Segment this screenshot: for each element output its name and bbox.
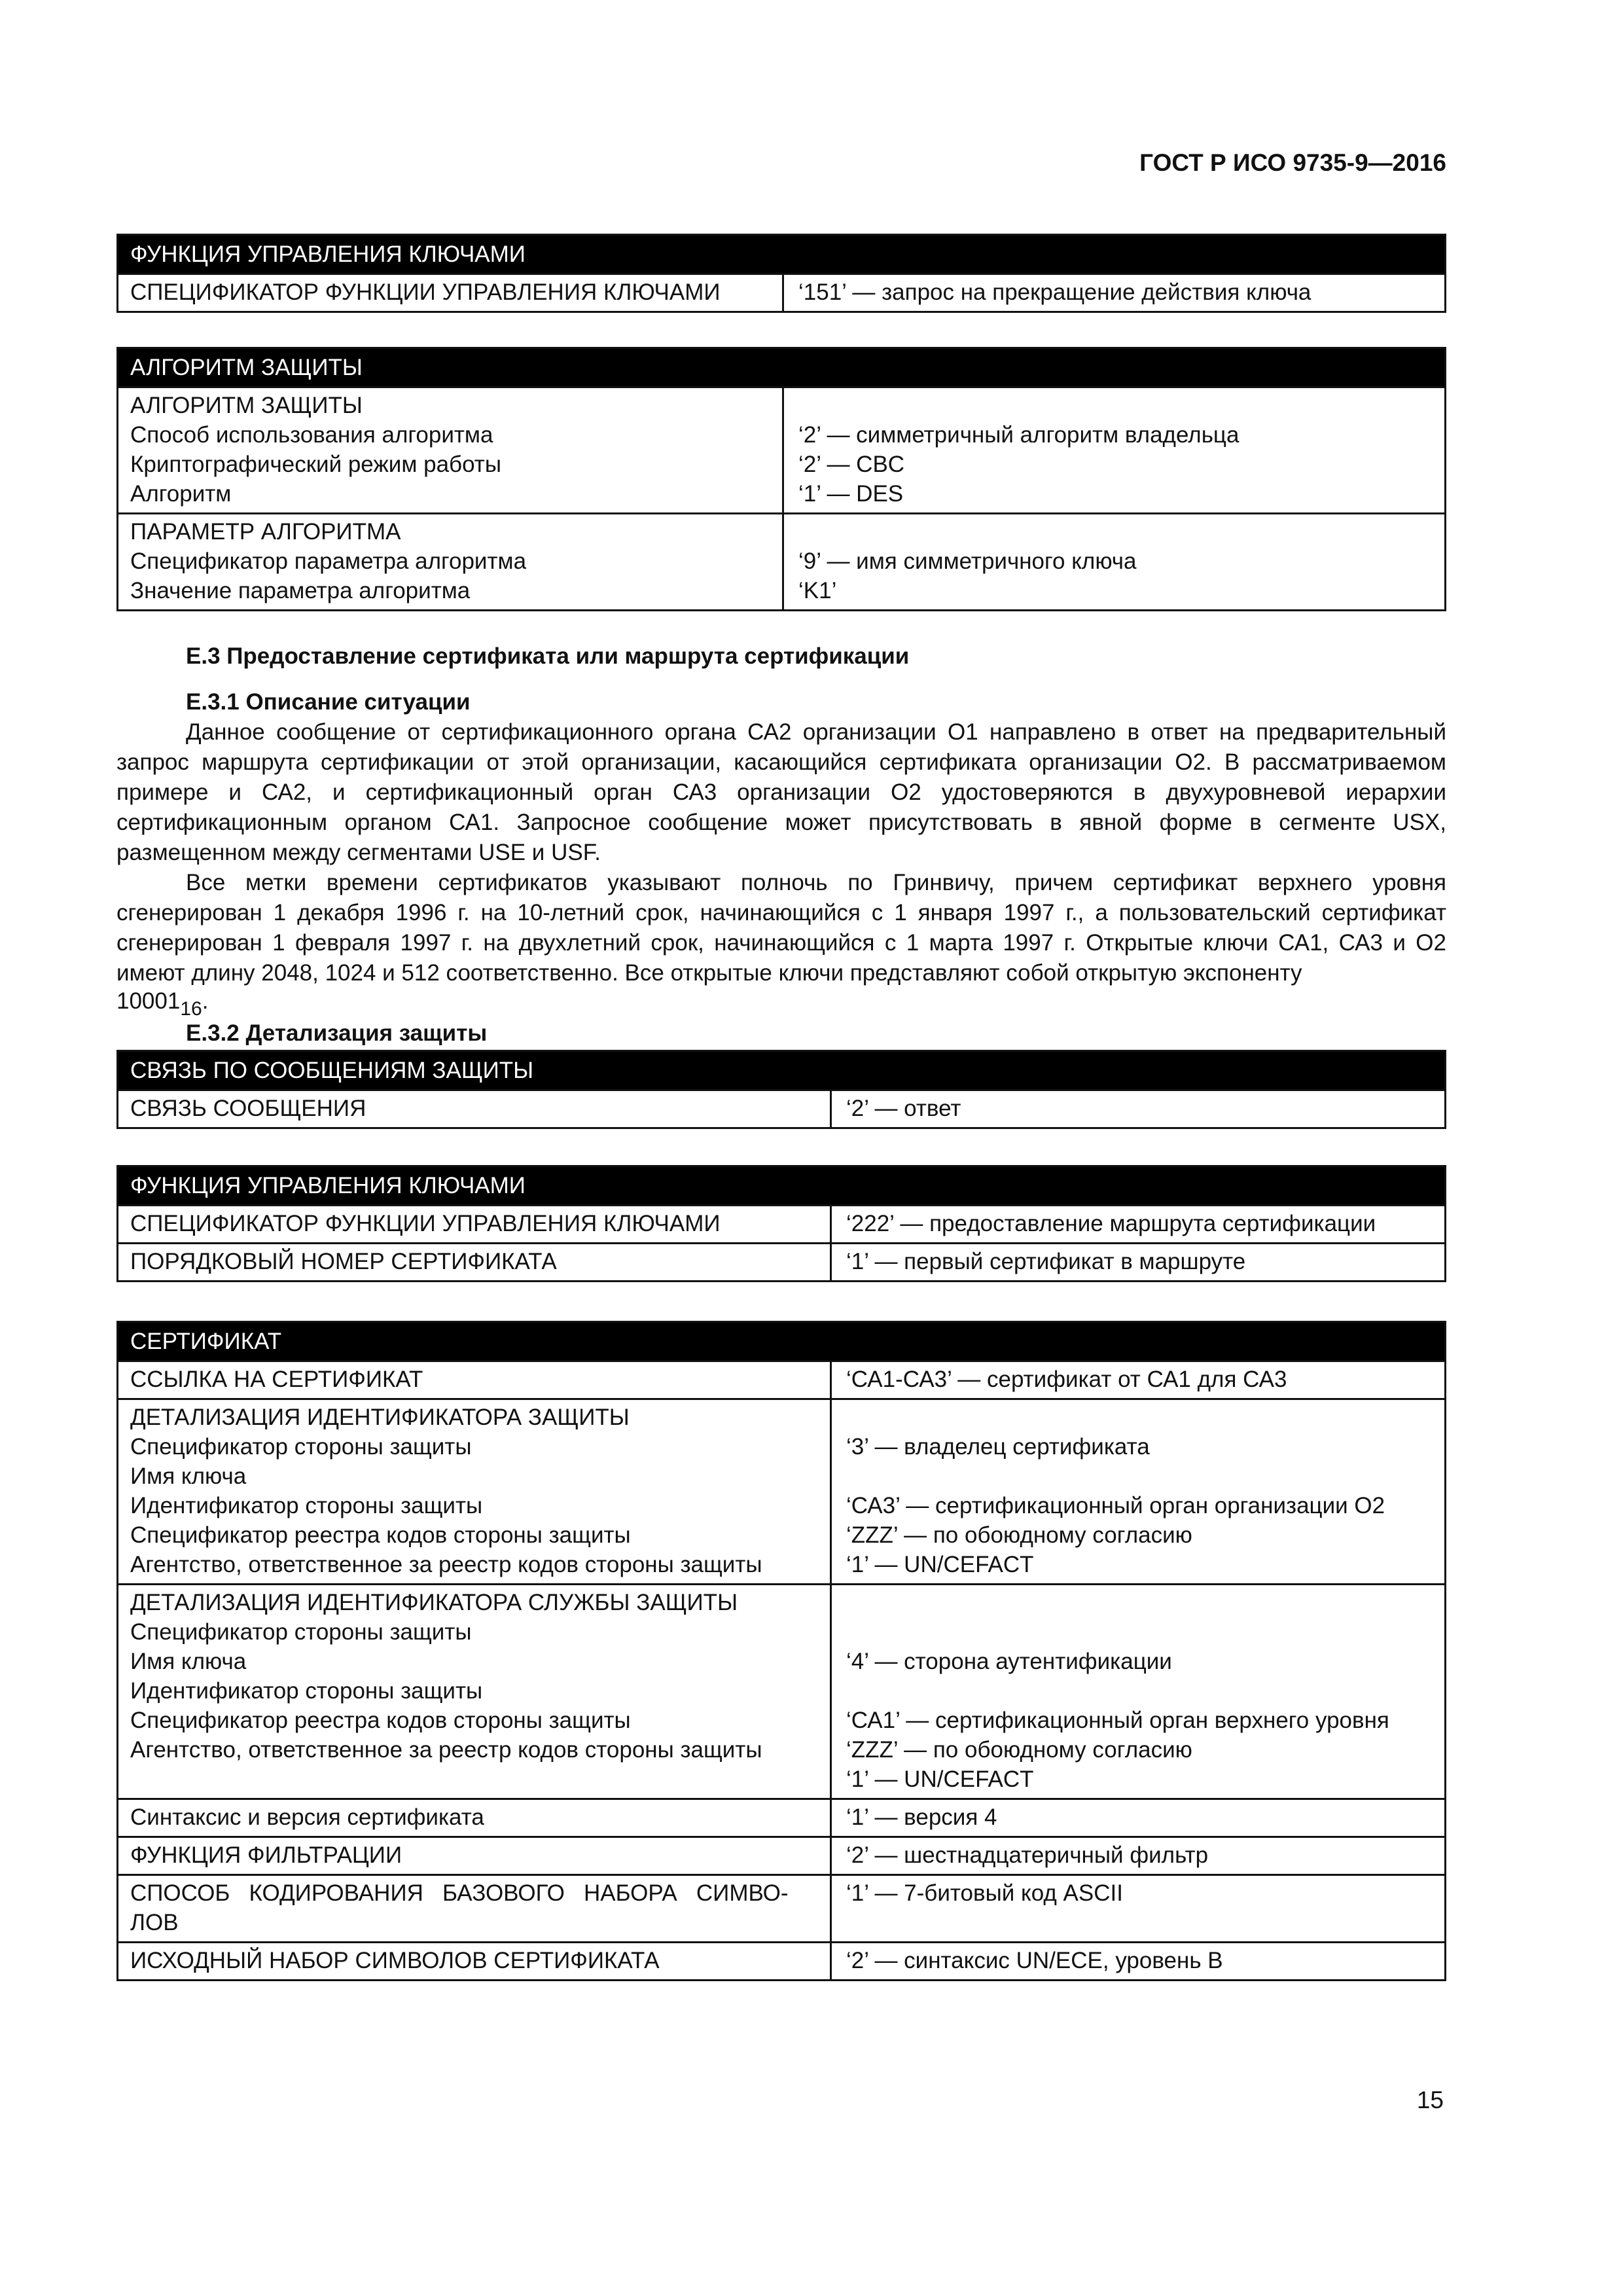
cell-line: Способ использования алгоритма: [130, 422, 493, 448]
cell-line: Агентство, ответственное за реестр кодов стороны защиты: [130, 1737, 762, 1763]
table-row: [118, 1206, 1446, 1244]
cell-line: [798, 391, 1433, 420]
paragraph-text: Все метки времени сертификатов указывают полночь по Гринвичу, причем сертификат верхнего уровня сгенерирован 1 декабря 1996 г. на 10-летний срок, начинающийся с 1 января 1997 г., а пользовательский сертификат сгенерирован 1 февраля 1997 г. на двухлетний срок, начинающийся с 1 марта 1997 г. Открытые ключи СА1, СА3 и О2 имеют длину 2048, 1024 и 512 соответственно. Все открытые ключи представляют собой открытую экспоненту: [116, 870, 1446, 986]
cell-label: СПЕЦИФИКАТОР ФУНКЦИИ УПРАВЛЕНИЯ КЛЮЧАМИ: [118, 1206, 831, 1244]
cell-value-group: [783, 514, 1446, 611]
cell-line: ‘3’ — владелец сертификата: [846, 1434, 1150, 1460]
cell-label-group: [118, 1585, 831, 1799]
cell-line: Значение параметра алгоритма: [130, 578, 471, 603]
cell-line: [798, 517, 1433, 547]
key-management-table-2: [116, 1165, 1446, 1282]
table-row: [118, 1090, 1446, 1128]
cell-line: ‘1’ — UN/CEFACT: [846, 1552, 1034, 1577]
cell-line: ‘K1’: [798, 578, 837, 603]
cell-line: Спецификатор реестра кодов стороны защиты: [130, 1522, 631, 1548]
cell-line: ‘ZZZ’ — по обоюдному согласию: [846, 1737, 1192, 1763]
subsection-heading: Е.3.2 Детализация защиты: [186, 1020, 488, 1046]
cell-line: ‘ZZZ’ — по обоюдному согласию: [846, 1522, 1192, 1548]
cell-value: ‘1’ — первый сертификат в маршруте: [831, 1244, 1446, 1282]
table-row: [118, 274, 1446, 312]
table-row: [118, 1799, 1446, 1837]
cell-line: Имя ключа: [130, 1649, 247, 1674]
cell-line: ДЕТАЛИЗАЦИЯ ИДЕНТИФИКАТОРА ЗАЩИТЫ: [130, 1405, 630, 1430]
table-title: СЕРТИФИКАТ: [118, 1322, 1446, 1361]
table-title: СВЯЗЬ ПО СООБЩЕНИЯМ ЗАЩИТЫ: [118, 1051, 1446, 1090]
cell-line: ДЕТАЛИЗАЦИЯ ИДЕНТИФИКАТОРА СЛУЖБЫ ЗАЩИТЫ: [130, 1590, 738, 1615]
cell-line: ‘1’ — DES: [798, 481, 904, 507]
table-row: [118, 387, 1446, 514]
cell-line: Спецификатор параметра алгоритма: [130, 548, 527, 574]
cell-line: Идентификатор стороны защиты: [130, 1493, 483, 1518]
cell-label-group: [118, 1399, 831, 1585]
cell-value: ‘151’ — запрос на прекращение действия ключа: [783, 274, 1446, 312]
cell-label: СВЯЗЬ СООБЩЕНИЯ: [118, 1090, 831, 1128]
security-algorithm-table: [116, 347, 1446, 611]
paragraph: [116, 868, 1446, 988]
cell-line: ‘9’ — имя симметричного ключа: [798, 548, 1137, 574]
cell-line: [846, 1676, 1433, 1706]
cell-label-group: [118, 514, 783, 611]
table-row: [118, 1837, 1446, 1875]
cell-value-group: [783, 387, 1446, 514]
table-row: [118, 1943, 1446, 1981]
cell-value: ‘2’ — синтаксис UN/ECE, уровень B: [831, 1943, 1446, 1981]
cell-line: ‘СА3’ — сертификационный орган организации О2: [846, 1493, 1385, 1518]
table-row: [118, 1399, 1446, 1585]
cell-line: ‘СА1’ — сертификационный орган верхнего уровня: [846, 1708, 1389, 1733]
cell-line: [846, 1462, 1433, 1491]
cell-label-group: [118, 1875, 831, 1943]
cell-line: [846, 1617, 1433, 1647]
cell-value: ‘2’ — шестнадцатеричный фильтр: [831, 1837, 1446, 1875]
subsection-heading: Е.3.1 Описание ситуации: [186, 689, 471, 715]
table-row: [118, 1585, 1446, 1799]
table-row: [118, 1244, 1446, 1282]
cell-value: ‘СА1-СА3’ — сертификат от СА1 для СА3: [831, 1361, 1446, 1399]
cell-line: Алгоритм: [130, 481, 232, 507]
cell-line: ‘1’ — UN/CEFACT: [846, 1767, 1034, 1792]
section-heading: Е.3 Предоставление сертификата или маршрута сертификации: [186, 643, 910, 669]
table-row: [118, 514, 1446, 611]
certificate-table: [116, 1321, 1446, 1981]
document-header: ГОСТ Р ИСО 9735-9—2016: [1139, 149, 1446, 176]
cell-label: ИСХОДНЫЙ НАБОР СИМВОЛОВ СЕРТИФИКАТА: [118, 1943, 831, 1981]
message-relation-table: [116, 1050, 1446, 1129]
cell-line: Спецификатор стороны защиты: [130, 1619, 472, 1645]
key-management-table-1: [116, 234, 1446, 313]
cell-line: [846, 1588, 1433, 1617]
cell-value: ‘1’ — 7-битовый код ASCII: [831, 1875, 1446, 1943]
paragraph-end: $10001_{16}$.: [116, 988, 209, 1020]
cell-value: ‘222’ — предоставление маршрута сертификации: [831, 1206, 1446, 1244]
exponent-value: 10001: [116, 988, 181, 1014]
table-row: [118, 1875, 1446, 1943]
cell-line: Имя ключа: [130, 1463, 247, 1489]
cell-line: АЛГОРИТМ ЗАЩИТЫ: [130, 393, 363, 418]
cell-line: ‘2’ — CBC: [798, 452, 905, 477]
table-row: [118, 1361, 1446, 1399]
cell-value-group: [831, 1585, 1446, 1799]
cell-value-group: [831, 1399, 1446, 1585]
cell-line: Спецификатор стороны защиты: [130, 1434, 472, 1460]
page-number: 15: [1416, 2087, 1444, 2113]
cell-label: ПОРЯДКОВЫЙ НОМЕР СЕРТИФИКАТА: [118, 1244, 831, 1282]
cell-line: Спецификатор реестра кодов стороны защиты: [130, 1708, 631, 1733]
cell-label: ССЫЛКА НА СЕРТИФИКАТ: [118, 1361, 831, 1399]
cell-line: Криптографический режим работы: [130, 452, 501, 477]
cell-label: Синтаксис и версия сертификата: [118, 1799, 831, 1837]
cell-line: ЛОВ: [130, 1910, 179, 1935]
section-e3: [116, 641, 1446, 1049]
paragraph: Данное сообщение от сертификационного органа СА2 организации О1 направлено в ответ на предварительный запрос маршрута сертификации от этой организации, касающийся сертификата организации О2. В рассматриваемом примере и СА2, и сертификационный орган СА3 организации О2 удостоверяются в двухуровневой иерархии сертификационным органом СА1. Запросное сообщение может присутствовать в явной форме в сегменте USX, размещенном между сегментами USE и USF.: [116, 719, 1446, 865]
cell-label-group: [118, 387, 783, 514]
cell-line: ПАРАМЕТР АЛГОРИТМА: [130, 519, 401, 545]
cell-line: Агентство, ответственное за реестр кодов стороны защиты: [130, 1552, 762, 1577]
cell-line: ‘4’ — сторона аутентификации: [846, 1649, 1172, 1674]
exponent-base: 16: [180, 998, 202, 1020]
table-title: ФУНКЦИЯ УПРАВЛЕНИЯ КЛЮЧАМИ: [118, 235, 1446, 274]
cell-line: Идентификатор стороны защиты: [130, 1678, 483, 1704]
cell-value: ‘1’ — версия 4: [831, 1799, 1446, 1837]
cell-label: ФУНКЦИЯ ФИЛЬТРАЦИИ: [118, 1837, 831, 1875]
cell-line: СПОСОБ КОДИРОВАНИЯ БАЗОВОГО НАБОРА СИМВО-: [130, 1880, 789, 1906]
cell-value: ‘2’ — ответ: [831, 1090, 1446, 1128]
table-title: ФУНКЦИЯ УПРАВЛЕНИЯ КЛЮЧАМИ: [118, 1166, 1446, 1206]
cell-line: [846, 1403, 1433, 1432]
cell-line: ‘2’ — симметричный алгоритм владельца: [798, 422, 1240, 448]
table-title: АЛГОРИТМ ЗАЩИТЫ: [118, 348, 1446, 387]
cell-label: СПЕЦИФИКАТОР ФУНКЦИИ УПРАВЛЕНИЯ КЛЮЧАМИ: [118, 274, 783, 312]
